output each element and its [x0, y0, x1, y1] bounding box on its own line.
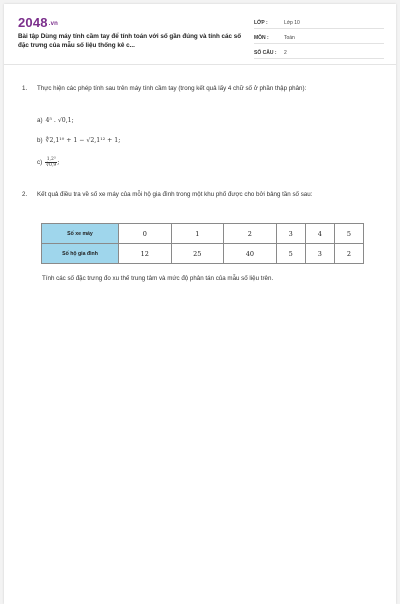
logo-text: 2048 — [18, 15, 48, 30]
table-cell: 2 — [334, 244, 363, 264]
table-cell: 5 — [334, 224, 363, 244]
table-cell: 5 — [276, 244, 305, 264]
question-1-part-b — [37, 136, 120, 145]
part-end: ; — [57, 159, 60, 166]
meta-question-count — [254, 48, 384, 59]
document-sheet — [4, 4, 396, 604]
table-cell: 2 — [224, 224, 277, 244]
document-header — [4, 4, 396, 65]
part-label: b) — [37, 137, 43, 144]
table-cell: 1 — [171, 224, 224, 244]
row-header-households: Số hộ gia đình — [42, 244, 119, 264]
part-expression: ∜2,1¹⁰ + 1 − √2,1¹² + 1; — [45, 137, 121, 144]
table-cell: 25 — [171, 244, 224, 264]
meta-class — [254, 18, 384, 29]
table-row — [42, 224, 364, 244]
meta-question-count-value: 2 — [284, 50, 287, 56]
part-label: a) — [37, 117, 43, 124]
site-logo[interactable] — [18, 16, 58, 31]
meta-subject-label: MÔN : — [254, 35, 269, 41]
question-number: 1. — [22, 85, 28, 92]
fraction-numerator: 1,2³ — [46, 157, 56, 162]
question-text: Kết quả điều tra về số xe máy của mỗi hộ gia đình trong một khu phố được cho bởi bảng tần số sau: — [37, 191, 313, 198]
part-label: c) — [37, 159, 43, 166]
meta-subject — [254, 33, 384, 44]
table-cell: 3 — [305, 244, 334, 264]
meta-subject-value: Toán — [284, 35, 295, 41]
meta-class-value: Lớp 10 — [284, 20, 300, 26]
table-cell: 4 — [305, 224, 334, 244]
part-expression: 4⁵ . √0,1; — [45, 117, 74, 124]
table-cell: 3 — [276, 224, 305, 244]
meta-question-count-label: SỐ CÂU : — [254, 50, 277, 56]
question-text: Thực hiện các phép tính sau trên máy tính cầm tay (trong kết quả lấy 4 chữ số ở phần thập phân): — [37, 85, 307, 92]
meta-class-label: LỚP : — [254, 20, 268, 26]
fraction — [45, 157, 60, 168]
question-number: 2. — [22, 191, 28, 198]
question-1-part-a — [37, 116, 74, 125]
table-cell: 0 — [119, 224, 172, 244]
frequency-table — [41, 223, 364, 264]
table-cell: 40 — [224, 244, 277, 264]
fraction-denominator: ∛0,9 — [46, 163, 57, 168]
row-header-motorbikes: Số xe máy — [42, 224, 119, 244]
document-title: Bài tập Dùng máy tính cầm tay để tính toán với số gần đúng và tính các số đặc trưng của mẫu số liệu thống kê c... — [18, 33, 242, 49]
table-cell: 12 — [119, 244, 172, 264]
table-row — [42, 244, 364, 264]
question-1-part-c — [37, 157, 59, 168]
logo-suffix: .vn — [48, 21, 59, 27]
question-2-instruction: Tính các số đặc trưng đo xu thế trung tâm và mức độ phân tán của mẫu số liệu trên. — [42, 275, 274, 282]
